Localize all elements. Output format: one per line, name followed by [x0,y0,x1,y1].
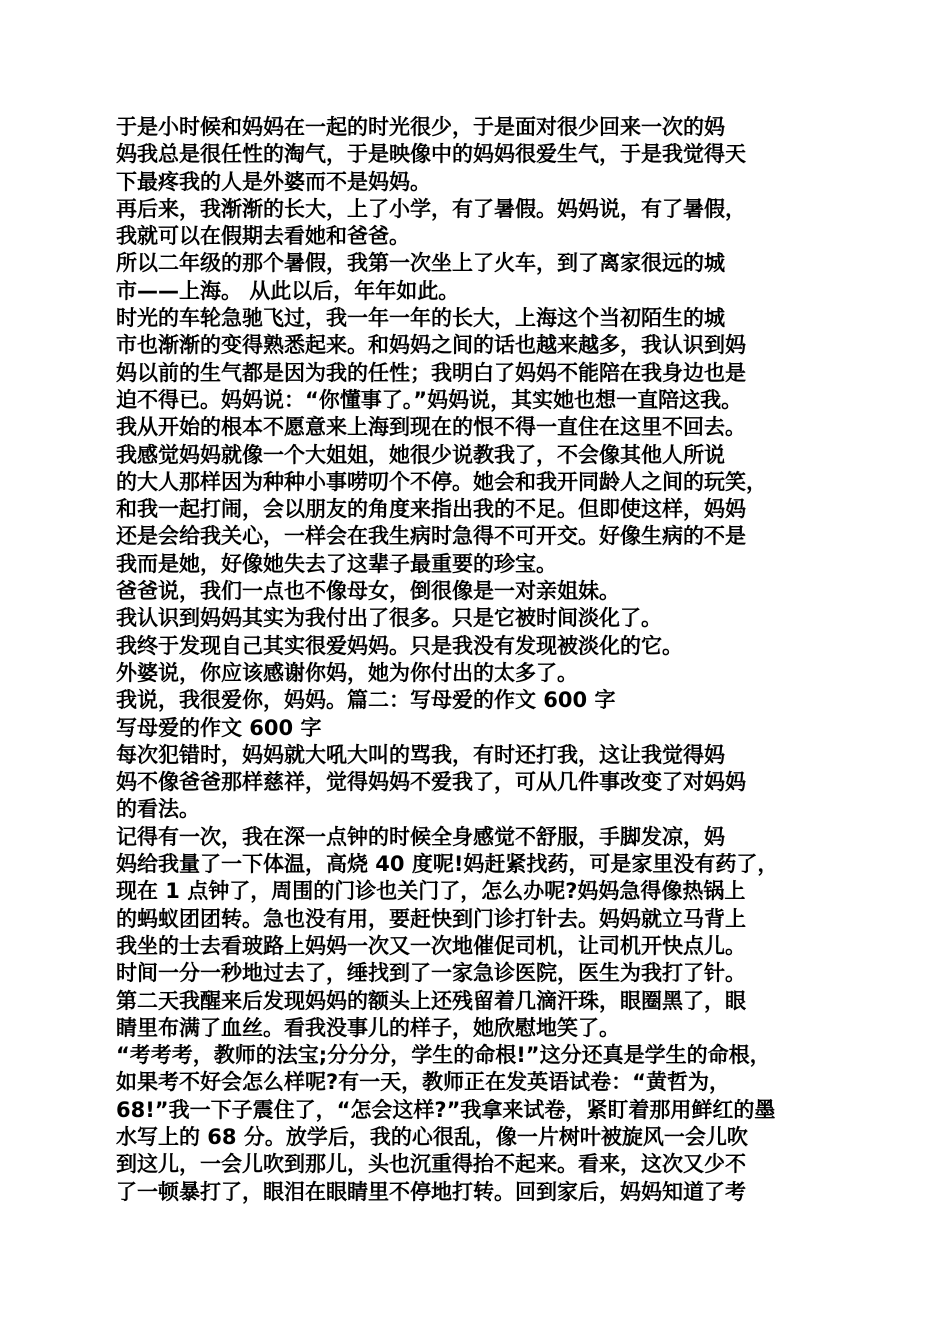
text-line: 68!”我一下子震住了，“怎会这样?”我拿来试卷，紧盯着那用鲜红的墨 [116,1097,776,1122]
text-line: 我说，我很爱你，妈妈。篇二：写母爱的作文 600 字 [116,688,616,713]
text-line: 我认识到妈妈其实为我付出了很多。只是它被时间淡化了。 [116,606,662,631]
text-line: 我就可以在假期去看她和爸爸。 [116,224,410,249]
text-line: 于是小时候和妈妈在一起的时光很少，于是面对很少回来一次的妈 [116,115,725,139]
text-line: 了一顿暴打了，眼泪在眼睛里不停地打转。回到家后，妈妈知道了考 [116,1179,746,1204]
text-line: 妈给我量了一下体温，高烧 40 度呢!妈赶紧找药，可是家里没有药了， [116,852,779,877]
text-line: 外婆说，你应该感谢你妈，她为你付出的太多了。 [116,660,578,685]
text-line: “考考考，教师的法宝;分分分，学生的命根!”这分还真是学生的命根， [116,1043,771,1068]
text-line: 妈不像爸爸那样慈祥，觉得妈妈不爱我了，可从几件事改变了对妈妈 [116,770,746,795]
text-line: 再后来，我渐渐的长大，上了小学，有了暑假。妈妈说，有了暑假， [116,196,746,221]
text-line: 写母爱的作文 600 字 [116,715,322,740]
text-line: 水写上的 68 分。放学后，我的心很乱，像一片树叶被旋风一会儿吹 [116,1124,748,1149]
text-line: 市也渐渐的变得熟悉起来。和妈妈之间的话也越来越多，我认识到妈 [116,333,746,358]
text-line: 每次犯错时，妈妈就大吼大叫的骂我，有时还打我，这让我觉得妈 [116,742,725,767]
text-line: 所以二年级的那个暑假，我第一次坐上了火车，到了离家很远的城 [116,251,725,276]
text-line: 现在 1 点钟了，周围的门诊也关门了，怎么办呢?妈妈急得像热锅上 [116,879,746,904]
text-line: 到这儿，一会儿吹到那儿，头也沉重得抬不起来。看来，这次又少不 [116,1152,746,1177]
text-line: 睛里布满了血丝。看我没事儿的样子，她欣慰地笑了。 [116,1015,620,1040]
text-line: 还是会给我关心，一样会在我生病时急得不可开交。好像生病的不是 [116,524,746,549]
text-line: 的看法。 [116,797,200,822]
text-line: 我从开始的根本不愿意来上海到现在的恨不得一直住在这里不回去。 [116,415,746,440]
text-line: 市——上海。 从此以后，年年如此。 [116,278,460,303]
text-line: 我坐的士去看玻路上妈妈一次又一次地催促司机，让司机开快点儿。 [116,933,746,958]
text-line: 记得有一次，我在深一点钟的时候全身感觉不舒服，手脚发凉，妈 [116,824,725,849]
text-line: 和我一起打闹，会以朋友的角度来指出我的不足。但即使这样，妈妈 [116,497,746,522]
text-line: 第二天我醒来后发现妈妈的额头上还残留着几滴汗珠，眼圈黑了，眼 [116,988,746,1013]
text-line: 时间一分一秒地过去了，缍找到了一家急诊医院，医生为我打了针。 [116,961,746,986]
text-line: 时光的车轮急驰飞过，我一年一年的长大，上海这个当初陌生的城 [116,306,725,331]
text-line: 如果考不好会怎么样呢?有一天，教师正在发英语试卷：“黄哲为， [116,1070,730,1095]
text-line: 妈以前的生气都是因为我的任性；我明白了妈妈不能陪在我身边也是 [116,360,746,385]
text-line: 的大人那样因为种种小事唠叨个不停。她会和我开同龄人之间的玩笑， [116,469,767,494]
text-line: 我而是她，好像她失去了这辈子最重要的珍宝。 [116,551,557,576]
text-line: 下最疼我的人是外婆而不是妈妈。 [116,169,431,194]
text-line: 妈我总是很任性的淘气，于是映像中的妈妈很爱生气，于是我觉得天 [116,142,746,167]
text-line: 迫不得已。妈妈说：“你懂事了。”妈妈说，其实她也想一直陪这我。 [116,387,743,412]
text-line: 爸爸说，我们一点也不像母女，倒很像是一对亲姐妹。 [116,579,620,604]
essay-text [116,114,844,1206]
text-line: 的蚂蚁团团转。急也没有用，要赶快到门诊打针去。妈妈就立马背上 [116,906,746,931]
text-line: 我感觉妈妈就像一个大姐姐，她很少说教我了，不会像其他人所说 [116,442,725,467]
text-line: 我终于发现自己其实很爱妈妈。只是我没有发现被淡化的它。 [116,633,683,658]
